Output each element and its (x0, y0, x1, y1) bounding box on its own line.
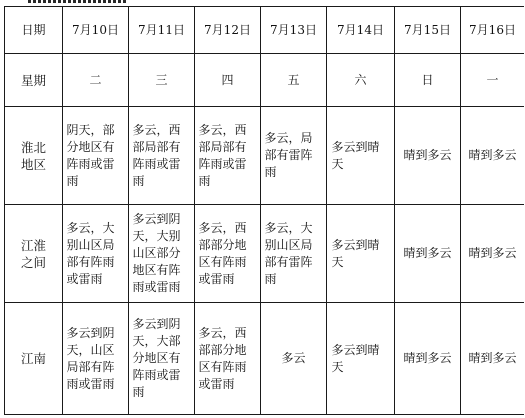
region-row-huaibei (5, 107, 525, 205)
forecast-cell (327, 205, 395, 303)
forecast-cell (261, 303, 327, 415)
region-label (5, 205, 63, 303)
forecast-text: 晴到多云 (468, 246, 517, 260)
cropped-caption-marks (28, 0, 128, 3)
forecast-text: 多云，西部部分地区有阵雨或雷雨 (198, 220, 247, 286)
weekday-cell: 五 (261, 54, 327, 107)
forecast-cell (129, 205, 195, 303)
weekday-row (5, 54, 525, 107)
forecast-cell (395, 205, 461, 303)
forecast-cell (461, 205, 525, 303)
forecast-cell (129, 107, 195, 205)
region-label (5, 107, 63, 205)
region-name: 江南 (20, 351, 46, 366)
forecast-text: 多云，大别山区局部有雷阵雨 (264, 220, 313, 286)
forecast-cell (63, 107, 129, 205)
forecast-text: 多云，西部局部有阵雨或雷雨 (132, 122, 181, 188)
forecast-text: 多云，局部有雷阵雨 (264, 131, 313, 179)
date-header-cell: 7月10日 (63, 7, 129, 54)
forecast-table-container (4, 6, 524, 418)
weekday-cell: 一 (461, 54, 525, 107)
forecast-cell (461, 107, 525, 205)
forecast-text: 晴到多云 (403, 246, 452, 260)
forecast-cell (195, 107, 261, 205)
cropped-caption-fragment (0, 0, 525, 4)
weather-forecast-table (4, 6, 524, 415)
forecast-text: 多云 (281, 351, 306, 365)
region-row-jianghuai (5, 205, 525, 303)
date-header-cell: 7月12日 (195, 7, 261, 54)
forecast-text: 阴天，部分地区有阵雨或雷雨 (66, 122, 115, 188)
forecast-cell (129, 303, 195, 415)
forecast-cell (261, 107, 327, 205)
forecast-cell (327, 107, 395, 205)
forecast-cell (395, 303, 461, 415)
weekday-cell: 四 (195, 54, 261, 107)
forecast-cell (461, 303, 525, 415)
forecast-text: 多云，西部局部有阵雨或雷雨 (198, 122, 247, 188)
date-header-cell: 7月11日 (129, 7, 195, 54)
forecast-text: 多云，大别山区局部有阵雨或雷雨 (66, 220, 115, 286)
date-header-cell: 7月13日 (261, 7, 327, 54)
forecast-cell (195, 303, 261, 415)
forecast-text: 晴到多云 (468, 148, 517, 162)
forecast-text: 多云到阴天，大别山区部分地区有阵雨或雷雨 (132, 212, 181, 294)
weekday-cell: 六 (327, 54, 395, 107)
forecast-text: 多云到阴天，大部分地区有阵雨或雷雨 (132, 317, 181, 399)
forecast-text: 晴到多云 (403, 351, 452, 365)
forecast-cell (195, 205, 261, 303)
forecast-text: 多云到晴天 (331, 237, 380, 269)
forecast-text: 晴到多云 (403, 148, 452, 162)
forecast-cell (261, 205, 327, 303)
forecast-cell (327, 303, 395, 415)
region-name: 江淮 之间 (20, 237, 46, 270)
date-header-cell: 7月14日 (327, 7, 395, 54)
date-header-cell: 7月15日 (395, 7, 461, 54)
forecast-text: 多云，西部部分地区有阵雨或雷雨 (198, 325, 247, 391)
weekday-cell: 三 (129, 54, 195, 107)
weekday-cell: 日 (395, 54, 461, 107)
forecast-cell (63, 205, 129, 303)
region-name: 淮北 地区 (20, 139, 46, 172)
date-header-row (5, 7, 525, 54)
forecast-text: 多云到晴天 (331, 139, 380, 171)
region-label (5, 303, 63, 415)
forecast-text: 晴到多云 (468, 351, 517, 365)
weekday-cell: 二 (63, 54, 129, 107)
forecast-text: 多云到阴天，山区局部有阵雨或雷雨 (66, 325, 115, 391)
region-row-jiangnan (5, 303, 525, 415)
date-corner-label: 日期 (5, 7, 63, 54)
weekday-row-label: 星期 (5, 54, 63, 107)
date-header-cell: 7月16日 (461, 7, 525, 54)
forecast-cell (395, 107, 461, 205)
forecast-text: 多云到晴天 (331, 342, 380, 374)
forecast-cell (63, 303, 129, 415)
